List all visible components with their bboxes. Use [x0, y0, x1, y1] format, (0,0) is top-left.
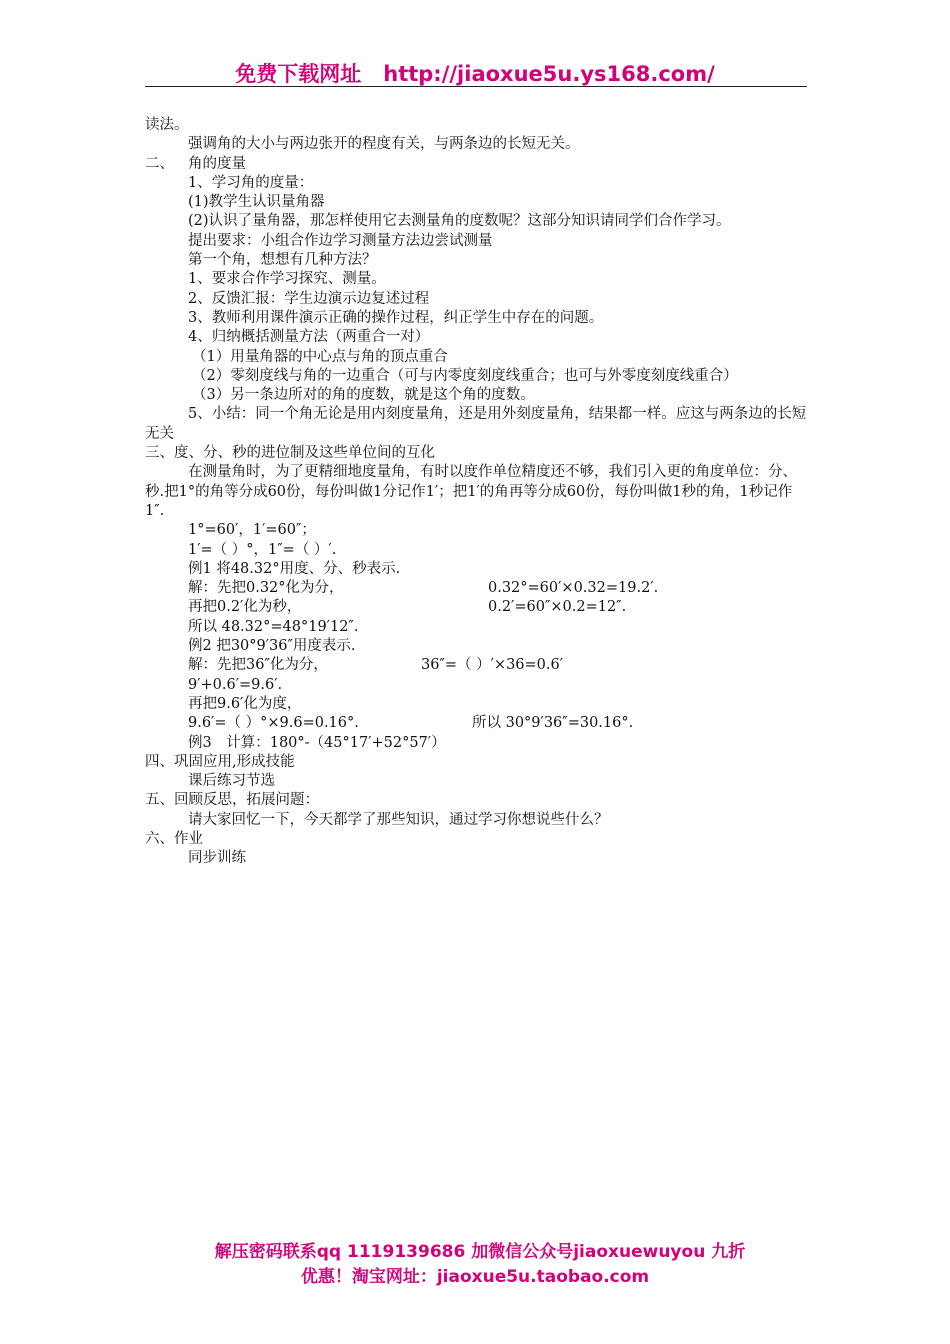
- text-line: [145, 656, 807, 675]
- text-line: (2)认识了量角器，那怎样使用它去测量角的度数呢？这部分知识请同学们合作学习。: [188, 213, 731, 230]
- text-line: 请大家回忆一下，今天都学了那些知识，通过学习你想说些什么？: [188, 811, 609, 828]
- text-paragraph: 在测量角时，为了更精细地度量角，有时以度作单位精度还不够，我们引入更的角度单位：分、秒.把1°的角等分成60份，每份叫做1分记作1′；把1′的角再等分成60份，每份叫做1秒的角，1秒记作1″.: [145, 464, 797, 519]
- section-heading-2: [145, 155, 807, 174]
- text-line: 再把9.6′化为度，: [188, 695, 302, 712]
- text-line: [145, 714, 807, 733]
- text-line: （1）用量角器的中心点与角的顶点重合: [192, 348, 448, 365]
- section-heading-5: 五、回顾反思，拓展问题：: [145, 792, 319, 809]
- text-line: 1°=60′，1′=60″；: [188, 522, 316, 539]
- text-line: 强调角的大小与两边张开的程度有关，与两条边的长短无关。: [188, 136, 580, 153]
- text-right: 所以 30°9′36″=30.16°.: [472, 715, 634, 732]
- text-line: 1、学习角的度量：: [188, 174, 314, 191]
- section-heading-3: 三、度、分、秒的进位制及这些单位间的互化: [145, 445, 435, 462]
- header-divider: [145, 86, 807, 87]
- text-line: （3）另一条边所对的角的度数，就是这个角的度数。: [192, 387, 535, 404]
- text-line: (1)教学生认识量角器: [188, 194, 325, 211]
- text-line: 4、归纳概括测量方法（两重合一对）: [188, 329, 430, 346]
- example-2-title: 例2 把30°9′36″用度表示.: [188, 638, 356, 655]
- text-line: 提出要求：小组合作边学习测量方法边尝试测量: [188, 232, 493, 249]
- text-paragraph: 5、小结：同一个角无论是用内刻度量角，还是用外刻度量角，结果都一样。应这与两条边的长短无关: [145, 406, 807, 442]
- text-left: 解：先把0.32°化为分，: [188, 580, 344, 597]
- text-line: （2）零刻度线与角的一边重合（可与内零度刻度线重合；也可与外零度刻度线重合）: [192, 367, 738, 384]
- example-1-title: 例1 将48.32°用度、分、秒表示.: [188, 560, 401, 577]
- text-right: 36″=（ ）′×36=0.6′: [421, 657, 564, 674]
- text-line: 9′+0.6′=9.6′.: [188, 676, 283, 693]
- text-line: 2、反馈汇报：学生边演示边复述过程: [188, 290, 430, 307]
- text-left: 再把0.2′化为秒，: [188, 599, 302, 616]
- page-footer: [0, 1240, 950, 1290]
- text-line: 课后练习节选: [188, 773, 275, 790]
- text-line: [145, 598, 807, 617]
- header-title: 免费下载网址: [235, 62, 362, 86]
- example-3-title: 例3 计算：180°-（45°17′+52°57′）: [188, 734, 446, 751]
- text-line: 所以 48.32°=48°19′12″.: [188, 618, 359, 635]
- text-left: 9.6′=（ ）°×9.6=0.16°.: [188, 715, 359, 732]
- document-body: [145, 116, 807, 869]
- section-heading-4: 四、巩固应用,形成技能: [145, 753, 295, 770]
- text-left: 解：先把36″化为分，: [188, 657, 328, 674]
- section-number: 二、: [145, 155, 174, 172]
- text-line: 1′=（ ）°，1″=（ ）′.: [188, 541, 337, 558]
- text-right: 0.2′=60″×0.2=12″.: [488, 599, 627, 616]
- text-line: 第一个角，想想有几种方法？: [188, 252, 377, 269]
- footer-line-2: 优惠！淘宝网址：jiaoxue5u.taobao.com: [300, 1267, 650, 1287]
- header-url[interactable]: http://jiaoxue5u.ys168.com/: [383, 62, 715, 86]
- footer-line-1: 解压密码联系qq 1119139686 加微信公众号jiaoxuewuyou 九折: [214, 1242, 746, 1262]
- page-header: [0, 58, 950, 88]
- text-line: [145, 579, 807, 598]
- text-line: 1、要求合作学习探究、测量。: [188, 271, 386, 288]
- text-line: 同步训练: [188, 850, 246, 867]
- section-title: 角的度量: [188, 155, 246, 172]
- text-right: 0.32°=60′×0.32=19.2′.: [488, 580, 659, 597]
- text-line: 3、教师利用课件演示正确的操作过程，纠正学生中存在的问题。: [188, 309, 604, 326]
- text-line: 读法。: [145, 117, 189, 133]
- section-heading-6: 六、作业: [145, 830, 203, 847]
